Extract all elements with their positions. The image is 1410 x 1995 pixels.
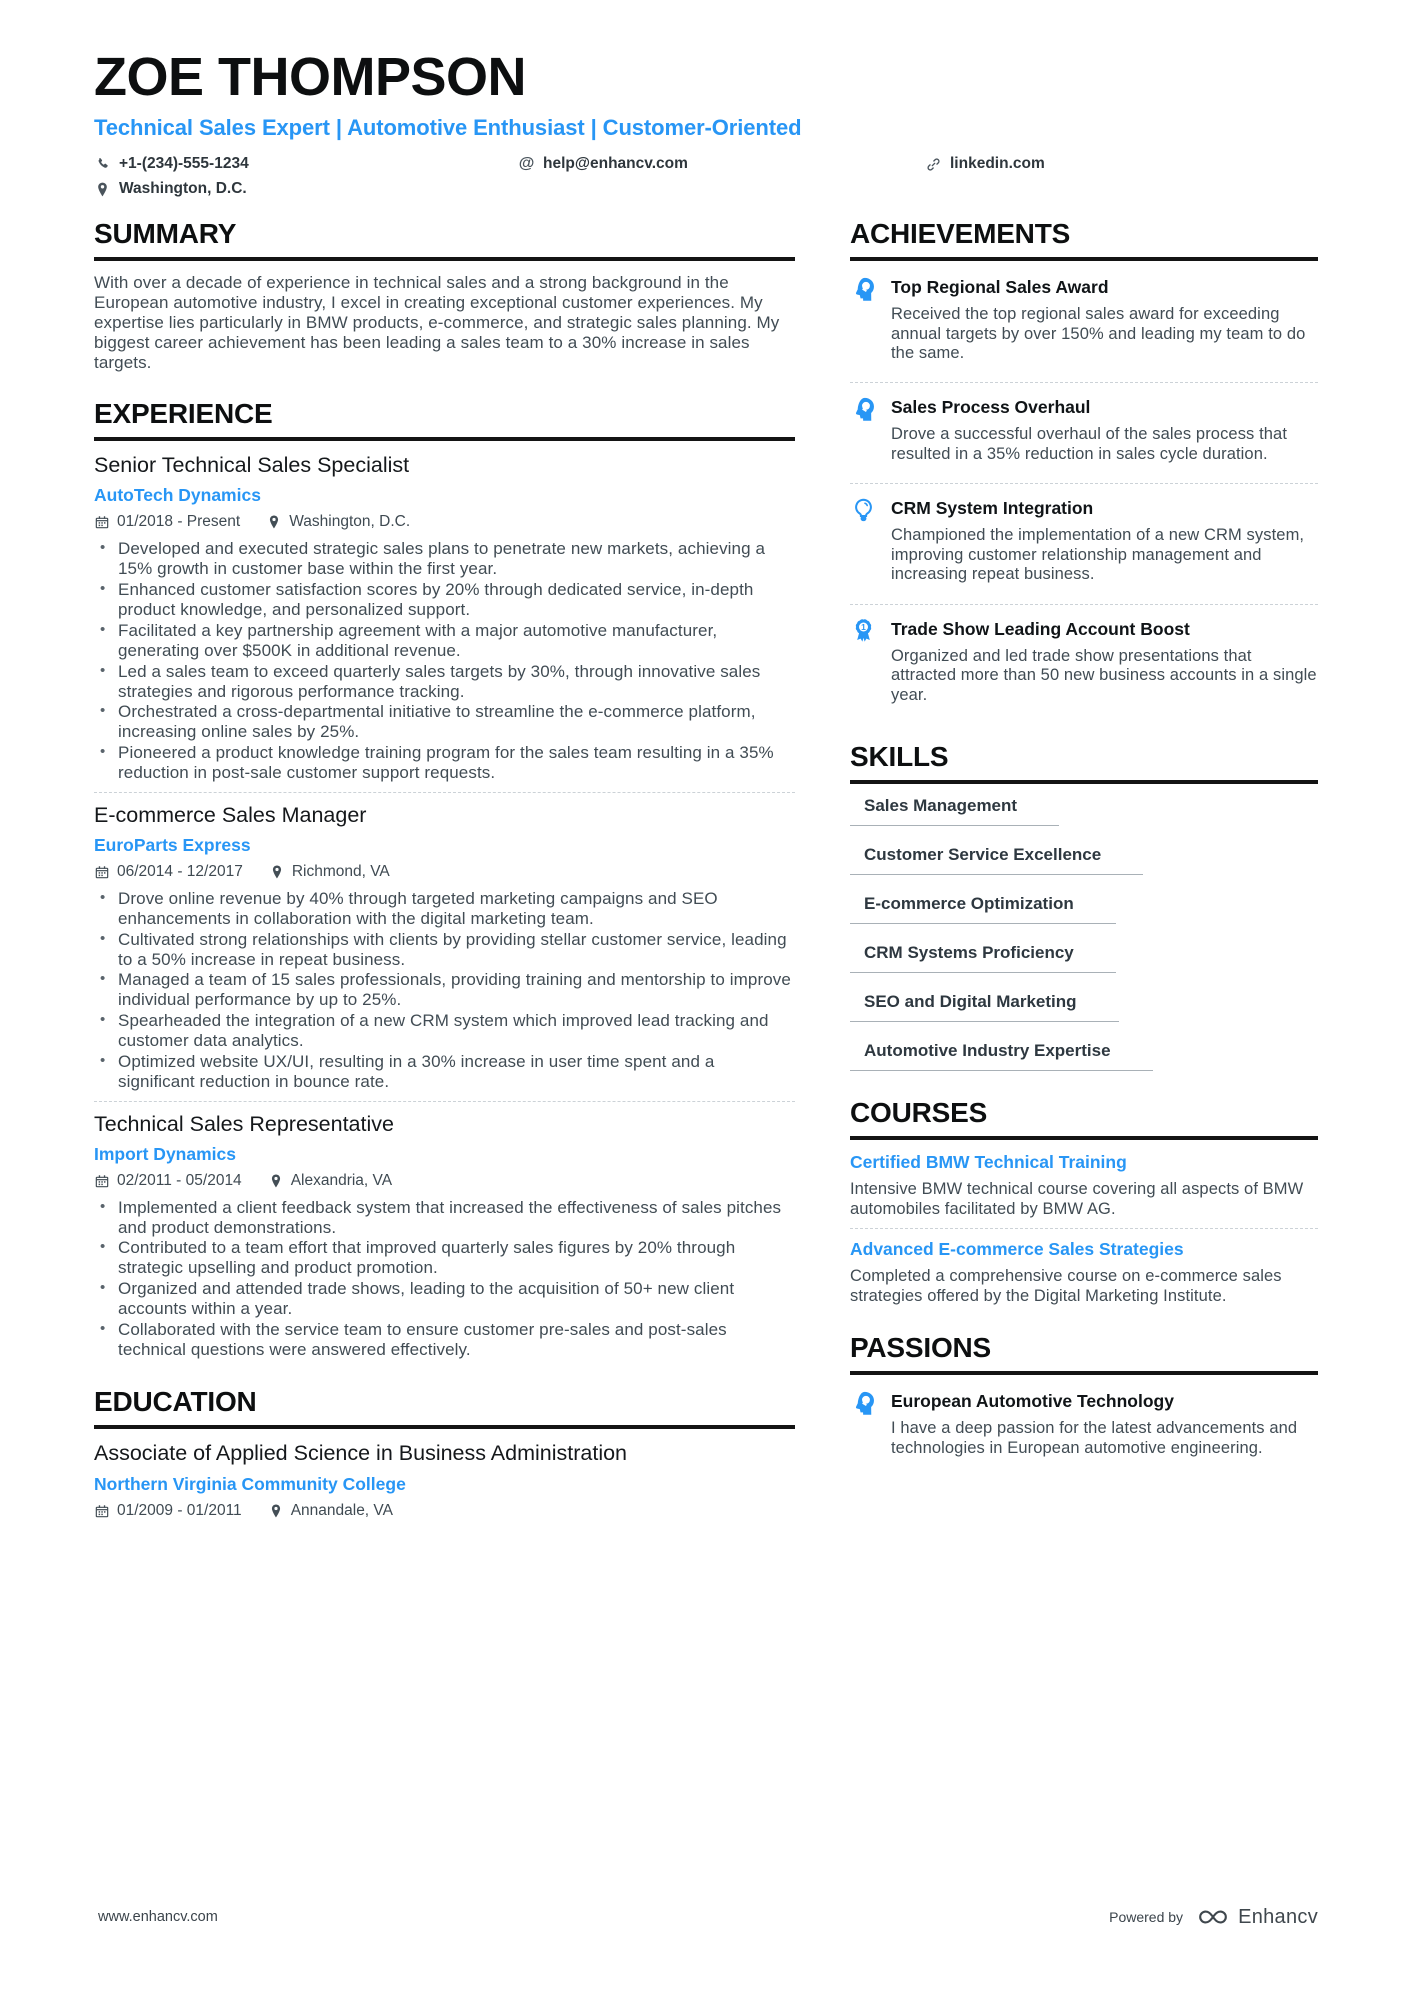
achievement-text: Received the top regional sales award for exceeding annual targets by over 150% and leading my team to do the same. (891, 305, 1306, 363)
achievement-title: CRM System Integration (891, 498, 1094, 519)
education-section (94, 1386, 795, 1520)
passions-section (850, 1332, 1318, 1468)
contact-block (94, 155, 1318, 198)
degree-title: Associate of Applied Science in Business Administration (94, 1440, 628, 1465)
job-dates: 01/2018 - Present (94, 513, 240, 531)
phone-number: +1-(234)-555-1234 (119, 155, 249, 173)
job-title: Senior Technical Sales Specialist (94, 453, 410, 478)
achievement-title: Sales Process Overhaul (891, 397, 1091, 418)
passions-heading: PASSIONS (850, 1332, 1318, 1375)
location-pin-icon (268, 1173, 284, 1189)
location-contact (94, 180, 247, 198)
bullet: • Developed and executed strategic sales plans to penetrate new markets, achieving a 15% growth in customer base within the first year. (94, 539, 795, 579)
courses-section (850, 1097, 1318, 1306)
lightbulb-icon (850, 497, 877, 524)
achievements-section (850, 218, 1318, 715)
job-meta (94, 863, 795, 881)
enhancv-logo[interactable] (1195, 1905, 1318, 1929)
job-company[interactable]: AutoTech Dynamics (94, 485, 261, 506)
passion-title: European Automotive Technology (891, 1391, 1174, 1412)
skill-item: SEO and Digital Marketing (850, 992, 1318, 1022)
job-bullets (94, 539, 795, 783)
experience-section (94, 398, 795, 1359)
achievement-item (850, 393, 1318, 474)
skills-heading: SKILLS (850, 741, 1318, 784)
job-title: E-commerce Sales Manager (94, 802, 367, 827)
calendar-icon (94, 514, 110, 530)
two-column-layout (94, 218, 1318, 1546)
skill-item: Sales Management (850, 796, 1318, 826)
job-entry (94, 453, 795, 783)
course-item (850, 1239, 1318, 1306)
bullet: • Enhanced customer satisfaction scores by 20% through dedicated service, in-depth product knowledge, and personalized support. (94, 580, 795, 620)
phone-icon (94, 156, 111, 173)
achievement-title: Trade Show Leading Account Boost (891, 618, 1190, 639)
email-address[interactable]: help@enhancv.com (543, 155, 688, 173)
bullet: • Drove online revenue by 40% through targeted marketing campaigns and SEO enhancements in collaboration with the digital marketing team. (94, 889, 795, 929)
location-pin-icon (269, 864, 285, 880)
job-entry (94, 1112, 795, 1360)
skills-section (850, 741, 1318, 1071)
job-company[interactable]: Import Dynamics (94, 1143, 236, 1164)
education-meta (94, 1502, 795, 1520)
achievement-item (850, 494, 1318, 594)
bullet: • Spearheaded the integration of a new CRM system which improved lead tracking and customer data analytics. (94, 1011, 795, 1051)
link-text[interactable]: linkedin.com (950, 155, 1045, 173)
achievement-text: Championed the implementation of a new CRM system, improving customer relationship management and increasing repeat business. (891, 526, 1305, 584)
school-name[interactable]: Northern Virginia Community College (94, 1473, 406, 1494)
course-item (850, 1152, 1318, 1219)
bullet: • Orchestrated a cross-departmental initiative to streamline the e-commerce platform, increasing online sales by 25%. (94, 702, 795, 742)
skill-item: CRM Systems Proficiency (850, 943, 1318, 973)
experience-heading: EXPERIENCE (94, 398, 795, 441)
location-pin-icon (268, 1503, 284, 1519)
bullet: • Pioneered a product knowledge training program for the sales team resulting in a 35% reduction in post-sale customer support requests. (94, 743, 795, 783)
bullet: • Optimized website UX/UI, resulting in a 30% increase in user time spent and a significant reduction in bounce rate. (94, 1052, 795, 1092)
education-location: Annandale, VA (268, 1502, 393, 1520)
passion-item (850, 1387, 1318, 1468)
link-icon (925, 156, 942, 173)
course-title: Certified BMW Technical Training (850, 1152, 1127, 1173)
job-entry (94, 803, 795, 1092)
brand-name: Enhancv (1238, 1905, 1318, 1928)
achievement-text: Drove a successful overhaul of the sales process that resulted in a 35% reduction in sales cycle duration. (891, 425, 1287, 463)
job-location: Washington, D.C. (266, 513, 410, 531)
job-bullets (94, 889, 795, 1092)
head-idea-icon (850, 396, 877, 423)
left-column (94, 218, 795, 1546)
link-contact[interactable] (925, 155, 1045, 173)
job-meta (94, 1172, 795, 1190)
calendar-icon (94, 1503, 110, 1519)
person-name: ZOE THOMPSON (94, 47, 527, 107)
location-pin-icon (266, 514, 282, 530)
education-heading: EDUCATION (94, 1386, 795, 1429)
dashed-divider (850, 483, 1318, 484)
achievement-item (850, 615, 1318, 715)
achievements-heading: ACHIEVEMENTS (850, 218, 1318, 261)
dashed-divider (94, 1101, 795, 1102)
resume-header (94, 47, 1318, 198)
job-dates: 06/2014 - 12/2017 (94, 863, 243, 881)
summary-section (94, 218, 795, 372)
job-dates: 02/2011 - 05/2014 (94, 1172, 242, 1190)
email-contact[interactable] (518, 155, 925, 173)
head-idea-icon (850, 1390, 877, 1417)
bullet: • Facilitated a key partnership agreement with a major automotive manufacturer, generating over $500K in additional revenue. (94, 621, 795, 661)
email-at-icon: @ (518, 155, 535, 173)
page-footer (98, 1905, 1318, 1929)
location-pin-icon (94, 181, 111, 198)
courses-heading: COURSES (850, 1097, 1318, 1140)
education-dates: 01/2009 - 01/2011 (94, 1502, 242, 1520)
enhancv-logo-icon (1195, 1905, 1231, 1929)
powered-by-block (1109, 1905, 1318, 1929)
dashed-divider (850, 604, 1318, 605)
summary-text: With over a decade of experience in technical sales and a strong background in the European automotive industry, I excel in creating exceptional customer experiences. My expertise lies particularly in BMW products, e-commerce, and strategic sales planning. My biggest career achievement has been leading a sales team to a 30% increase in sales targets. (94, 273, 780, 372)
phone-contact (94, 155, 518, 173)
location-text: Washington, D.C. (119, 180, 247, 198)
skill-item: Automotive Industry Expertise (850, 1041, 1318, 1071)
right-column (850, 218, 1318, 1494)
skill-item: Customer Service Excellence (850, 845, 1318, 875)
course-title: Advanced E-commerce Sales Strategies (850, 1239, 1184, 1260)
headline: Technical Sales Expert | Automotive Enthusiast | Customer-Oriented (94, 115, 802, 141)
skill-item: E-commerce Optimization (850, 894, 1318, 924)
summary-heading: SUMMARY (94, 218, 795, 261)
course-text: Completed a comprehensive course on e-commerce sales strategies offered by the Digital Marketing Institute. (850, 1267, 1282, 1305)
bullet: • Collaborated with the service team to ensure customer pre-sales and post-sales technical questions were answered effectively. (94, 1320, 795, 1360)
head-idea-icon (850, 276, 877, 303)
achievement-title: Top Regional Sales Award (891, 277, 1109, 298)
achievement-text: Organized and led trade show presentations that attracted more than 50 new business accounts in a single year. (891, 646, 1317, 704)
passion-text: I have a deep passion for the latest advancements and technologies in European automotive engineering. (891, 1419, 1298, 1457)
calendar-icon (94, 864, 110, 880)
course-text: Intensive BMW technical course covering all aspects of BMW automobiles facilitated by BMW AG. (850, 1180, 1304, 1218)
dashed-divider (94, 792, 795, 793)
dashed-divider (850, 382, 1318, 383)
site-url[interactable]: www.enhancv.com (98, 1909, 218, 1925)
medal-icon (850, 618, 877, 645)
calendar-icon (94, 1173, 110, 1189)
job-company[interactable]: EuroParts Express (94, 834, 251, 855)
dashed-divider (850, 1228, 1318, 1229)
job-bullets (94, 1198, 795, 1360)
job-meta (94, 513, 795, 531)
job-location: Alexandria, VA (268, 1172, 392, 1190)
bullet: • Cultivated strong relationships with clients by providing stellar customer service, leading to a 50% increase in repeat business. (94, 930, 795, 970)
bullet: • Organized and attended trade shows, leading to the acquisition of 50+ new client accounts within a year. (94, 1279, 795, 1319)
svg-text:1: 1 (861, 621, 866, 632)
job-location: Richmond, VA (269, 863, 390, 881)
bullet: • Implemented a client feedback system that increased the effectiveness of sales pitches and product demonstrations. (94, 1198, 795, 1238)
bullet: • Led a sales team to exceed quarterly sales targets by 30%, through innovative sales strategies and rigorous performance tracking. (94, 662, 795, 702)
job-title: Technical Sales Representative (94, 1111, 394, 1136)
achievement-item (850, 273, 1318, 373)
bullet: • Contributed to a team effort that improved quarterly sales figures by 20% through strategic upselling and product promotion. (94, 1238, 795, 1278)
bullet: • Managed a team of 15 sales professionals, providing training and mentorship to improve individual performance by up to 25%. (94, 970, 795, 1010)
powered-by-label: Powered by (1109, 1909, 1184, 1925)
